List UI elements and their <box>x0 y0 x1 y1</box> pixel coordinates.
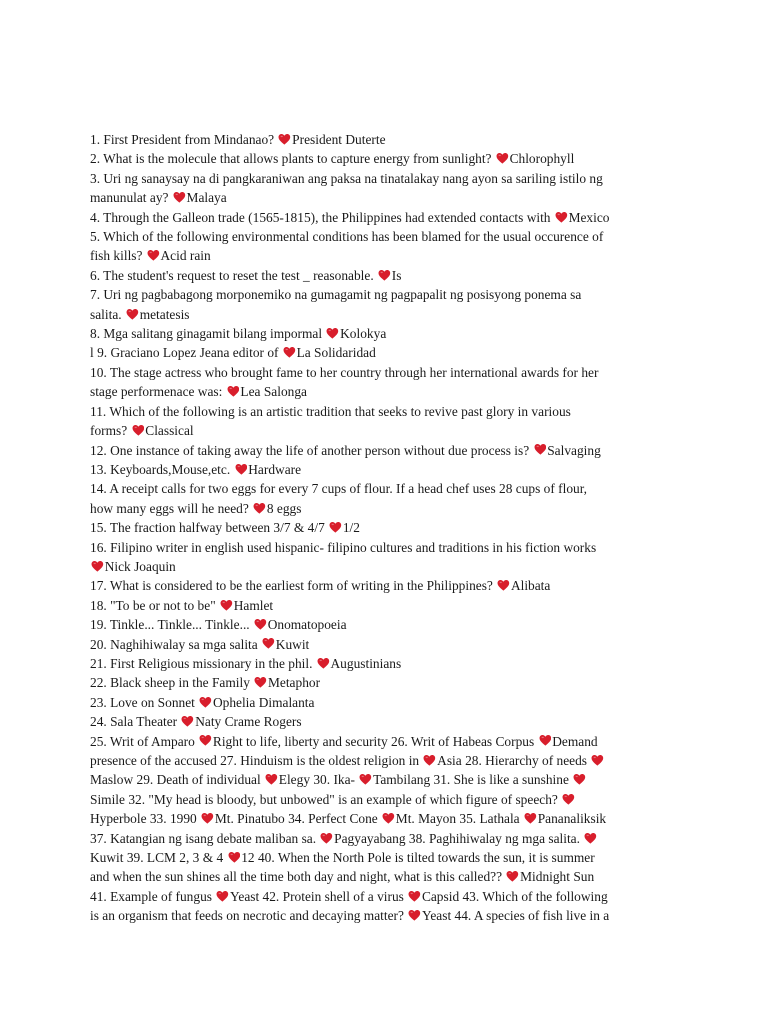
text-segment: Augustinians <box>330 655 402 671</box>
red-heart-icon <box>199 734 212 747</box>
red-heart-icon <box>227 385 240 398</box>
text-segment: 10. The stage actress who brought fame to her country through her international awards for her <box>90 364 599 380</box>
text-segment: 7. Uri ng pagbabagong morponemiko na gumagamit ng pagpapalit ng posisyong ponema sa <box>90 287 582 303</box>
red-heart-icon <box>265 773 278 786</box>
text-segment: 19. Tinkle... Tinkle... Tinkle... <box>90 617 253 633</box>
text-segment: 21. First Religious missionary in the phil. <box>90 655 316 671</box>
red-heart-icon <box>181 715 194 728</box>
red-heart-icon <box>278 133 291 146</box>
red-heart-icon <box>378 269 391 282</box>
text-segment: Mt. Mayon 35. Lathala <box>395 811 523 827</box>
text-segment: 22. Black sheep in the Family <box>90 675 254 691</box>
red-heart-icon <box>496 152 509 165</box>
red-heart-icon <box>91 560 104 573</box>
text-segment: Salvaging <box>547 442 601 458</box>
text-segment: La Solidaridad <box>296 345 376 361</box>
red-heart-icon <box>132 424 145 437</box>
red-heart-icon <box>254 618 267 631</box>
red-heart-icon <box>497 579 510 592</box>
text-segment: Malaya <box>186 190 227 206</box>
red-heart-icon <box>320 832 333 845</box>
text-segment: salita. <box>90 306 125 322</box>
text-segment: Yeast 42. Protein shell of a virus <box>230 888 408 904</box>
red-heart-icon <box>423 754 436 767</box>
red-heart-icon <box>283 346 296 359</box>
red-heart-icon <box>584 832 597 845</box>
text-line <box>90 538 672 557</box>
text-segment: Right to life, liberty and security 26. Writ of Habeas Corpus <box>212 733 538 749</box>
text-segment: metatesis <box>139 306 190 322</box>
text-segment: presence of the accused 27. Hinduism is the oldest religion in <box>90 753 423 768</box>
text-segment: 8 eggs <box>266 500 302 516</box>
text-line <box>90 848 672 867</box>
text-line <box>90 887 672 906</box>
red-heart-icon <box>534 443 547 456</box>
text-line <box>90 188 672 207</box>
text-segment: Onomatopoeia <box>267 617 347 633</box>
text-segment: 14. A receipt calls for two eggs for every 7 cups of flour. If a head chef uses 28 cups of flour, <box>90 481 587 497</box>
text-segment: 12. One instance of taking away the life of another person without due process is? <box>90 442 533 458</box>
text-line <box>90 169 672 188</box>
text-segment: 16. Filipino writer in english used hispanic- filipino cultures and traditions in his fiction works <box>90 539 597 555</box>
text-line <box>90 402 672 421</box>
text-line <box>90 615 672 634</box>
text-segment: Asia 28. Hierarchy of needs <box>437 753 591 768</box>
text-segment: fish kills? <box>90 248 146 264</box>
text-segment: Ophelia Dimalanta <box>212 694 315 710</box>
red-heart-icon <box>539 734 552 747</box>
text-segment: Midnight Sun <box>520 869 595 885</box>
text-line <box>90 363 672 382</box>
text-line <box>90 867 672 886</box>
text-line <box>90 751 672 770</box>
text-line <box>90 149 672 168</box>
red-heart-icon <box>262 637 275 650</box>
text-line <box>90 324 672 343</box>
text-segment: Mexico <box>568 209 610 225</box>
text-line <box>90 441 672 460</box>
text-line <box>90 693 672 712</box>
text-segment: Capsid 43. Which of the following <box>421 888 608 904</box>
text-segment: Lea Salonga <box>240 384 307 400</box>
text-segment: Kuwit <box>275 636 310 652</box>
red-heart-icon <box>359 773 372 786</box>
text-segment: manunulat ay? <box>90 190 172 206</box>
text-line <box>90 343 672 362</box>
red-heart-icon <box>147 249 160 262</box>
text-line <box>90 285 672 304</box>
red-heart-icon <box>317 657 330 670</box>
quiz-text-block <box>90 130 672 926</box>
text-line <box>90 305 672 324</box>
text-segment: Demand <box>552 733 598 749</box>
text-line <box>90 246 672 265</box>
red-heart-icon <box>555 211 568 224</box>
text-segment: Yeast 44. A species of fish live in a <box>422 908 610 924</box>
text-line <box>90 576 672 595</box>
text-segment: Chlorophyll <box>509 151 575 167</box>
text-segment: is an organism that feeds on necrotic and decaying matter? <box>90 908 408 924</box>
red-heart-icon <box>199 696 212 709</box>
text-segment: Elegy 30. Ika- <box>278 772 359 788</box>
text-segment: Hardware <box>248 461 302 477</box>
red-heart-icon <box>126 308 139 321</box>
text-segment: Maslow 29. Death of individual <box>90 772 265 788</box>
text-line <box>90 673 672 692</box>
red-heart-icon <box>216 890 229 903</box>
text-segment: 37. Katangian ng isang debate maliban sa. <box>90 830 320 846</box>
text-segment: 2. What is the molecule that allows plants to capture energy from sunlight? <box>90 151 495 167</box>
text-segment: Kolokya <box>340 326 387 342</box>
text-segment: forms? <box>90 423 131 439</box>
red-heart-icon <box>591 754 604 767</box>
red-heart-icon <box>573 773 586 786</box>
text-line <box>90 130 672 149</box>
text-segment: 8. Mga salitang ginagamit bilang impormal <box>90 326 326 342</box>
red-heart-icon <box>382 812 395 825</box>
text-line <box>90 208 672 227</box>
text-segment: 11. Which of the following is an artistic tradition that seeks to revive past glory in various <box>90 403 571 419</box>
red-heart-icon <box>253 502 266 515</box>
text-line <box>90 596 672 615</box>
red-heart-icon <box>201 812 214 825</box>
text-line <box>90 829 672 848</box>
text-line <box>90 227 672 246</box>
red-heart-icon <box>254 676 267 689</box>
red-heart-icon <box>235 463 248 476</box>
text-segment: Pananaliksik <box>537 811 607 827</box>
text-segment: 20. Naghihiwalay sa mga salita <box>90 636 262 652</box>
text-segment: Hyperbole 33. 1990 <box>90 811 201 827</box>
red-heart-icon <box>506 870 519 883</box>
text-segment: Pagyayabang 38. Paghihiwalay ng mga salita. <box>334 830 584 846</box>
text-segment: Hamlet <box>233 597 274 613</box>
text-segment: 25. Writ of Amparo <box>90 733 199 749</box>
text-segment: 5. Which of the following environmental conditions has been blamed for the usual occurence of <box>90 229 604 245</box>
text-segment: 17. What is considered to be the earliest form of writing in the Philippines? <box>90 578 497 594</box>
text-segment: President Duterte <box>292 132 386 147</box>
red-heart-icon <box>220 599 233 612</box>
text-segment: Alibata <box>510 578 551 594</box>
text-segment: 12 40. When the North Pole is tilted towards the sun, it is summer <box>241 850 595 866</box>
text-line <box>90 557 672 576</box>
text-line <box>90 499 672 518</box>
text-line <box>90 906 672 925</box>
text-segment: Metaphor <box>267 675 321 691</box>
text-segment: how many eggs will he need? <box>90 500 253 516</box>
text-line <box>90 479 672 498</box>
red-heart-icon <box>562 793 575 806</box>
red-heart-icon <box>408 890 421 903</box>
text-segment: 23. Love on Sonnet <box>90 694 199 710</box>
text-segment: 13. Keyboards,Mouse,etc. <box>90 461 234 477</box>
red-heart-icon <box>408 909 421 922</box>
text-segment: Tambilang 31. She is like a sunshine <box>373 772 573 788</box>
red-heart-icon <box>173 191 186 204</box>
text-segment: Classical <box>145 423 194 439</box>
text-segment: and when the sun shines all the time both day and night, what is this called?? <box>90 869 506 885</box>
red-heart-icon <box>326 327 339 340</box>
text-line <box>90 460 672 479</box>
text-line <box>90 770 672 789</box>
text-line <box>90 712 672 731</box>
text-line <box>90 421 672 440</box>
text-segment: Mt. Pinatubo 34. Perfect Cone <box>214 811 382 827</box>
text-line <box>90 654 672 673</box>
red-heart-icon <box>329 521 342 534</box>
text-line <box>90 809 672 828</box>
text-segment: 1. First President from Mindanao? <box>90 132 278 147</box>
text-line <box>90 382 672 401</box>
text-segment: 41. Example of fungus <box>90 888 216 904</box>
text-segment: 1/2 <box>342 520 360 536</box>
red-heart-icon <box>524 812 537 825</box>
text-line <box>90 790 672 809</box>
text-segment: Kuwit 39. LCM 2, 3 & 4 <box>90 850 227 866</box>
text-segment: Nick Joaquin <box>104 558 176 574</box>
text-segment: stage performenace was: <box>90 384 226 400</box>
text-segment: 3. Uri ng sanaysay na di pangkaraniwan ang paksa na tinatalakay nang ayon sa sariling istilo ng <box>90 170 603 186</box>
text-line <box>90 266 672 285</box>
text-segment: Naty Crame Rogers <box>195 714 302 730</box>
text-segment: Simile 32. "My head is bloody, but unbowed" is an example of which figure of speech? <box>90 791 562 807</box>
text-segment: 15. The fraction halfway between 3/7 & 4/7 <box>90 520 329 536</box>
text-line <box>90 518 672 537</box>
text-segment: l 9. Graciano Lopez Jeana editor of <box>90 345 282 361</box>
text-segment: 24. Sala Theater <box>90 714 181 730</box>
text-segment: Acid rain <box>160 248 211 264</box>
text-line <box>90 635 672 654</box>
red-heart-icon <box>228 851 241 864</box>
text-line <box>90 732 672 751</box>
text-segment: Is <box>391 267 402 283</box>
text-segment: 6. The student's request to reset the test _ reasonable. <box>90 267 378 283</box>
text-segment: 18. "To be or not to be" <box>90 597 220 613</box>
text-segment: 4. Through the Galleon trade (1565-1815), the Philippines had extended contacts with <box>90 209 554 225</box>
